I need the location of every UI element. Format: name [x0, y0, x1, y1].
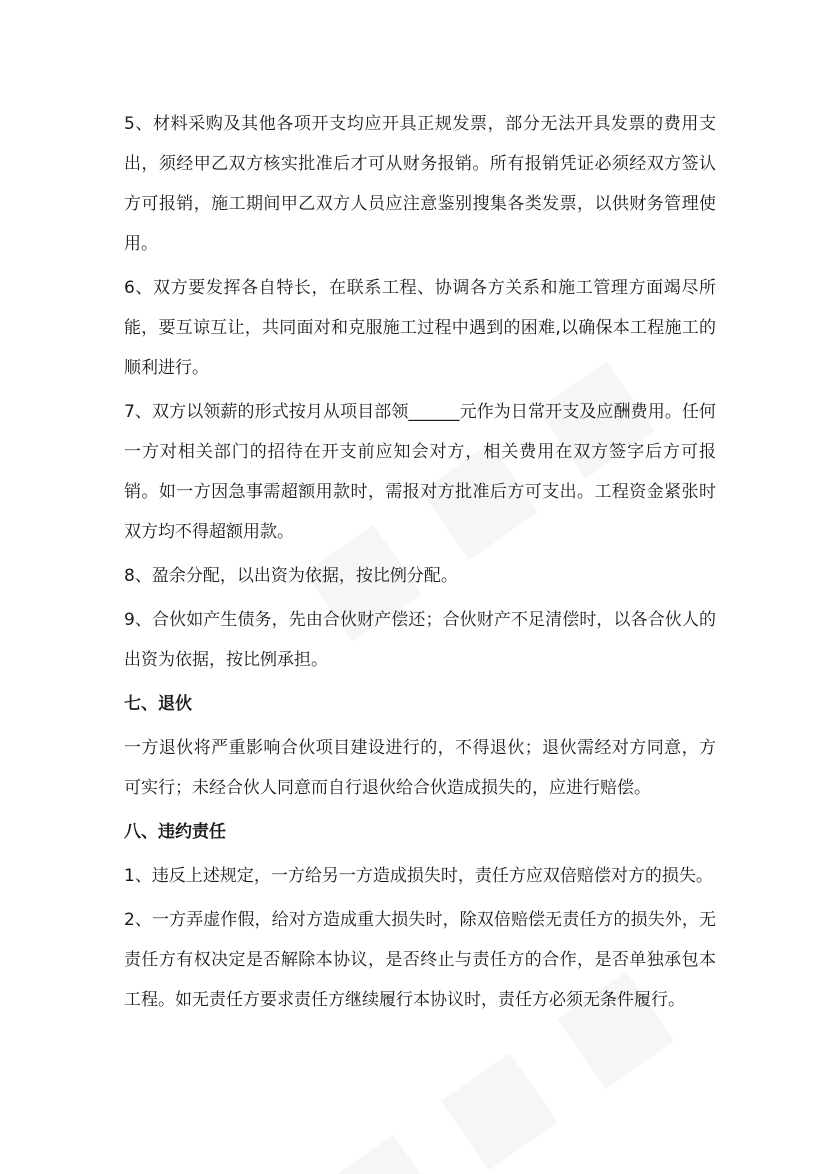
- clause-8: 8、盈余分配，以出资为依据，按比例分配。: [124, 566, 458, 586]
- clause-6: 6、双方要发挥各自特长，在联系工程、协调各方关系和施工管理方面竭尽所能，要互谅互让，共同面对和克服施工过程中遇到的困难,以确保本工程施工的顺利进行。: [124, 278, 716, 378]
- section-heading-breach: 八、违约责任: [124, 822, 226, 842]
- clause-5: 5、材料采购及其他各项开支均应开具正规发票，部分无法开具发票的费用支出，须经甲乙双方核实批准后才可从财务报销。所有报销凭证必须经双方签认方可报销，施工期间甲乙双方人员应注意鉴别搜集各类发票，以供财务管理使用。: [124, 114, 716, 254]
- clause-7: 7、双方以领薪的形式按月从项目部领______元作为日常开支及应酬费用。任何一方对相关部门的招待在开支前应知会对方，相关费用在双方签字后方可报销。如一方因急事需超额用款时，需报对方批准后方可支出。工程资金紧张时双方均不得超额用款。: [124, 402, 716, 542]
- breach-item-2: 2、一方弄虚作假，给对方造成重大损失时，除双倍赔偿无责任方的损失外，无责任方有权决定是否解除本协议，是否终止与责任方的合作，是否单独承包本工程。如无责任方要求责任方继续履行本协议时，责任方必须无条件履行。: [124, 910, 716, 1010]
- document-body: [124, 104, 716, 1024]
- section-heading-withdrawal: 七、退伙: [124, 694, 192, 714]
- breach-item-1: 1、违反上述规定，一方给另一方造成损失时，责任方应双倍赔偿对方的损失。: [124, 866, 713, 886]
- clause-9: 9、合伙如产生债务，先由合伙财产偿还；合伙财产不足清偿时，以各合伙人的出资为依据，按比例承担。: [124, 610, 716, 670]
- withdrawal-body: 一方退伙将严重影响合伙项目建设进行的，不得退伙；退伙需经对方同意，方可实行；未经合伙人同意而自行退伙给合伙造成损失的，应进行赔偿。: [124, 738, 716, 798]
